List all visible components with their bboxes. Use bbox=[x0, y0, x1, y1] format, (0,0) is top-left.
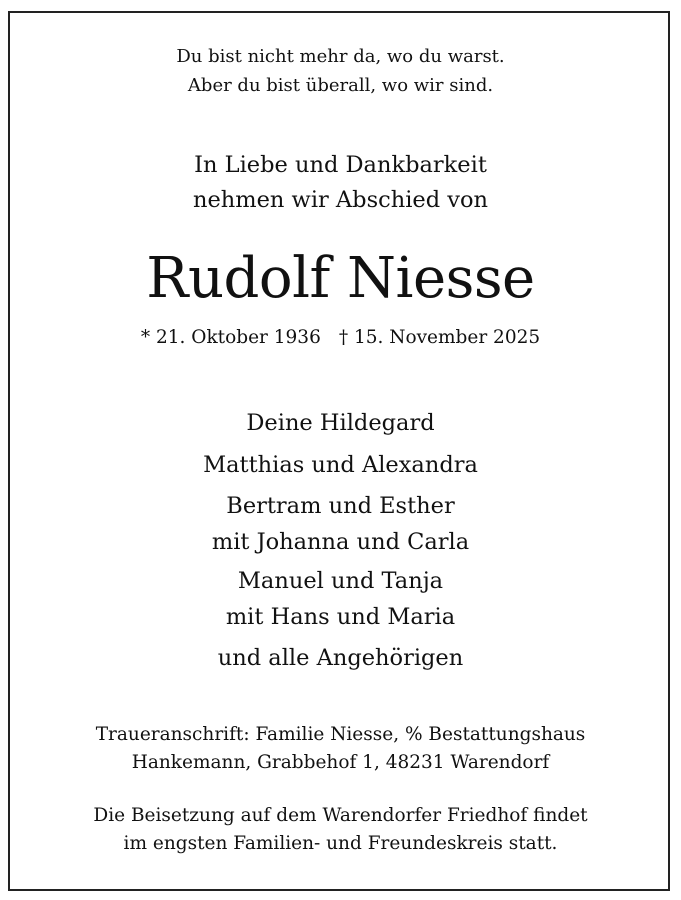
family-line: Deine Hildegard bbox=[246, 410, 435, 436]
intro-line-1: In Liebe und Dankbarkeit bbox=[194, 152, 487, 178]
birth-date: * 21. Oktober 1936 bbox=[140, 327, 321, 348]
family-line: Bertram und Esther bbox=[226, 493, 455, 519]
deceased-name: Rudolf Niesse bbox=[146, 246, 535, 311]
motto-line-2: Aber du bist überall, wo wir sind. bbox=[187, 75, 494, 96]
burial-line-2: im engsten Familien- und Freundeskreis statt. bbox=[123, 833, 558, 854]
family-line: mit Johanna und Carla bbox=[211, 529, 470, 555]
life-dates bbox=[0, 326, 681, 350]
family-line: mit Hans und Maria bbox=[225, 604, 456, 630]
address-line-2: Hankemann, Grabbehof 1, 48231 Warendorf bbox=[131, 752, 550, 773]
family-line: Manuel und Tanja bbox=[237, 568, 444, 594]
family-line: Matthias und Alexandra bbox=[203, 452, 478, 478]
motto-line-1: Du bist nicht mehr da, wo du warst. bbox=[176, 46, 505, 67]
death-date: † 15. November 2025 bbox=[338, 327, 541, 348]
family-line: und alle Angehörigen bbox=[217, 645, 464, 671]
intro-line-2: nehmen wir Abschied von bbox=[192, 187, 489, 213]
burial-line-1: Die Beisetzung auf dem Warendorfer Friedhof findet bbox=[93, 805, 588, 826]
address-line-1: Traueranschrift: Familie Niesse, % Bestattungshaus bbox=[95, 724, 586, 745]
